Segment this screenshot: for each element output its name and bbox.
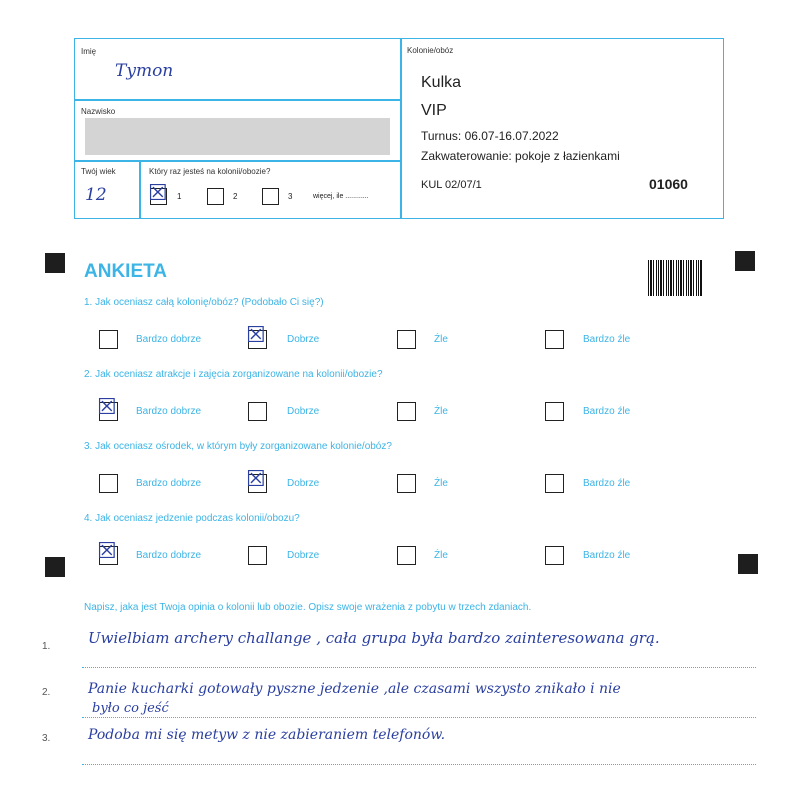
q4-option-label-2: Dobrze	[287, 550, 320, 561]
q1-checkbox-2[interactable]	[246, 323, 267, 349]
question-4: 4. Jak oceniasz jedzenie podczas kolonii/obozu?	[84, 513, 300, 524]
q3-checkbox-4[interactable]	[545, 474, 564, 493]
q2-checkbox-1[interactable]	[97, 395, 118, 421]
q4-checkbox-4[interactable]	[545, 546, 564, 565]
q3-checkbox-3[interactable]	[397, 474, 416, 493]
ktory-raz-checkbox-1[interactable]	[148, 181, 168, 206]
wiek-value[interactable]: 12	[85, 185, 107, 205]
answer-3[interactable]: Podoba mi się metyw z nie zabieraniem telefonów.	[88, 727, 446, 743]
q1-option-label-4: Bardzo źle	[583, 334, 631, 345]
check-mark-icon: ☒	[246, 323, 266, 348]
registration-marker	[735, 251, 755, 271]
answer-line	[82, 667, 756, 668]
q2-checkbox-4[interactable]	[545, 402, 564, 421]
wiecej-label: więcej, ile ............	[313, 193, 369, 200]
check-mark-icon: ☒	[97, 539, 117, 564]
q1-checkbox-1[interactable]	[99, 330, 118, 349]
q1-option-label-2: Dobrze	[287, 334, 320, 345]
check-mark-icon: ☒	[97, 395, 117, 420]
survey-title: ANKIETA	[84, 261, 168, 282]
q1-checkbox-4[interactable]	[545, 330, 564, 349]
ktory-raz-label-3: 3	[288, 192, 293, 201]
kolonia-number: 01060	[649, 176, 688, 192]
answer-1[interactable]: Uwielbiam archery challange , cała grupa była bardzo zainteresowana grą.	[88, 629, 660, 647]
answer-line	[82, 717, 756, 718]
q4-checkbox-1[interactable]	[97, 539, 118, 565]
q4-checkbox-2[interactable]	[248, 546, 267, 565]
q4-option-label-3: Źle	[434, 550, 448, 561]
barcode-icon	[648, 260, 702, 296]
answer-2-continued[interactable]: było co jeść	[92, 701, 169, 716]
q2-option-label-3: Źle	[434, 406, 448, 417]
line-number: 1.	[42, 641, 51, 652]
q3-option-label-2: Dobrze	[287, 478, 320, 489]
registration-marker	[738, 554, 758, 574]
q4-option-label-4: Bardzo źle	[583, 550, 631, 561]
answer-line	[82, 764, 756, 765]
ktory-raz-checkbox-3[interactable]	[262, 188, 279, 205]
nazwisko-redaction	[85, 118, 390, 155]
ktory-raz-label-2: 2	[233, 192, 238, 201]
q4-checkbox-3[interactable]	[397, 546, 416, 565]
ktory-raz-checkbox-2[interactable]	[207, 188, 224, 205]
q2-option-label-4: Bardzo źle	[583, 406, 631, 417]
line-number: 3.	[42, 733, 51, 744]
q2-checkbox-2[interactable]	[248, 402, 267, 421]
imie-value[interactable]: Tymon	[115, 61, 174, 81]
q2-option-label-2: Dobrze	[287, 406, 320, 417]
q1-checkbox-3[interactable]	[397, 330, 416, 349]
question-3: 3. Jak oceniasz ośrodek, w którym były zorganizowane kolonie/obóz?	[84, 441, 392, 452]
opinion-prompt: Napisz, jaka jest Twoja opinia o kolonii lub obozie. Opisz swoje wrażenia z pobytu w trzech zdaniach.	[84, 602, 532, 613]
q2-checkbox-3[interactable]	[397, 402, 416, 421]
line-number: 2.	[42, 687, 51, 698]
imie-label: Imię	[81, 47, 97, 56]
q1-option-label-3: Źle	[434, 334, 448, 345]
nazwisko-label: Nazwisko	[81, 107, 116, 116]
question-2: 2. Jak oceniasz atrakcje i zajęcia zorganizowane na kolonii/obozie?	[84, 369, 383, 380]
q1-option-label-1: Bardzo dobrze	[136, 334, 202, 345]
kolonia-name: Kulka	[421, 74, 462, 91]
q3-option-label-1: Bardzo dobrze	[136, 478, 202, 489]
q3-option-label-3: Źle	[434, 478, 448, 489]
q2-option-label-1: Bardzo dobrze	[136, 406, 202, 417]
kolonia-type: VIP	[421, 102, 447, 119]
q3-option-label-4: Bardzo źle	[583, 478, 631, 489]
kolonia-code: KUL 02/07/1	[421, 179, 482, 191]
registration-marker	[45, 253, 65, 273]
check-mark-icon: ☒	[148, 181, 168, 206]
q4-option-label-1: Bardzo dobrze	[136, 550, 202, 561]
kolonie-label: Kolonie/obóz	[407, 46, 454, 55]
question-1: 1. Jak oceniasz całą kolonię/obóz? (Podobało Ci się?)	[84, 297, 324, 308]
wiek-label: Twój wiek	[81, 167, 116, 176]
ktory-raz-label-1: 1	[177, 192, 182, 201]
registration-marker	[45, 557, 65, 577]
answer-2[interactable]: Panie kucharki gotowały pyszne jedzenie ,ale czasami wszysto znikało i nie	[88, 681, 621, 697]
check-mark-icon: ☒	[246, 467, 266, 492]
q3-checkbox-1[interactable]	[99, 474, 118, 493]
turnus: Turnus: 06.07-16.07.2022	[421, 129, 559, 143]
zakwaterowanie: Zakwaterowanie: pokoje z łazienkami	[421, 149, 620, 163]
q3-checkbox-2[interactable]	[246, 467, 267, 493]
ktory-raz-label: Który raz jesteś na kolonii/obozie?	[149, 167, 271, 176]
